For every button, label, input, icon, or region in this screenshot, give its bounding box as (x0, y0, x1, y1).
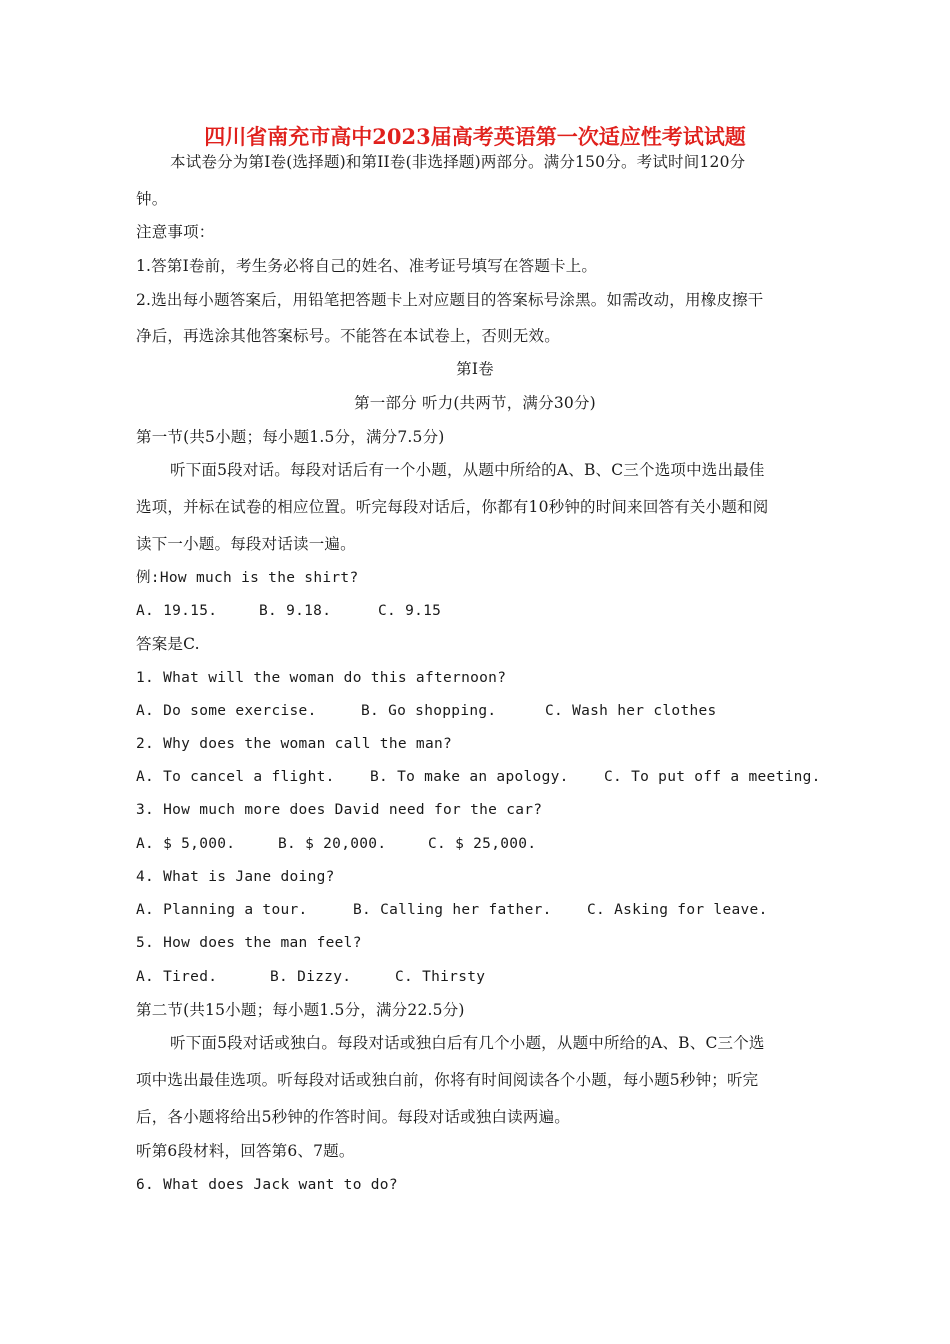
question-1: 1. What will the woman do this afternoon? (136, 670, 507, 686)
question-6: 6. What does Jack want to do? (136, 1177, 398, 1193)
notice-item-1: 1.答第Ⅰ卷前，考生务必将自己的姓名、准考证号填写在答题卡上。 (136, 257, 598, 275)
question-5: 5. How does the man feel? (136, 935, 362, 951)
question-1-option-a: A. Do some exercise. (136, 703, 317, 719)
section-2-heading: 第二节(共15小题；每小题1.5分，满分22.5分) (136, 1001, 465, 1019)
question-4-option-a: A. Planning a tour. (136, 902, 308, 918)
question-5-option-b: B. Dizzy. (270, 969, 352, 985)
question-1-option-b: B. Go shopping. (361, 703, 497, 719)
part-heading: 第一部分 听力(共两节，满分30分) (354, 394, 596, 412)
intro-line-2: 钟。 (136, 190, 168, 208)
material-6-intro: 听第6段材料，回答第6、7题。 (136, 1142, 355, 1160)
question-4-option-b: B. Calling her father. (353, 902, 552, 918)
example-option-b: B. 9.18. (259, 603, 332, 619)
document-title: 四川省南充市高中2023届高考英语第一次适应性考试试题 (204, 124, 746, 149)
section-1-heading: 第一节(共5小题；每小题1.5分，满分7.5分) (136, 428, 445, 446)
question-3: 3. How much more does David need for the car? (136, 802, 543, 818)
question-3-option-c: C. $ 25,000. (428, 836, 537, 852)
question-1-option-c: C. Wash her clothes (545, 703, 717, 719)
section-1-instructions-line-1: 听下面5段对话。每段对话后有一个小题，从题中所给的A、B、C三个选项中选出最佳 (170, 461, 765, 479)
question-2-option-a: A. To cancel a flight. (136, 769, 335, 785)
notice-item-2-line-2: 净后，再选涂其他答案标号。不能答在本试卷上，否则无效。 (136, 327, 560, 345)
volume-heading: 第Ⅰ卷 (456, 360, 494, 378)
notice-item-2-line-1: 2.选出每小题答案后，用铅笔把答题卡上对应题目的答案标号涂黑。如需改动，用橡皮擦干 (136, 291, 764, 309)
example-question: 例:How much is the shirt? (136, 570, 359, 586)
section-2-instructions-line-1: 听下面5段对话或独白。每段对话或独白后有几个小题，从题中所给的A、B、C三个选 (170, 1034, 765, 1052)
example-option-a: A. 19.15. (136, 603, 218, 619)
question-2-option-b: B. To make an apology. (370, 769, 569, 785)
question-5-option-a: A. Tired. (136, 969, 218, 985)
question-4: 4. What is Jane doing? (136, 869, 335, 885)
question-5-option-c: C. Thirsty (395, 969, 486, 985)
notice-heading: 注意事项： (136, 223, 215, 241)
section-2-instructions-line-3: 后，各小题将给出5秒钟的作答时间。每段对话或独白读两遍。 (136, 1108, 570, 1126)
example-option-c: C. 9.15 (378, 603, 442, 619)
question-3-option-a: A. $ 5,000. (136, 836, 236, 852)
intro-line-1: 本试卷分为第Ⅰ卷(选择题)和第II卷(非选择题)两部分。满分150分。考试时间120分 (170, 153, 746, 171)
example-answer: 答案是C. (136, 635, 200, 653)
question-2: 2. Why does the woman call the man? (136, 736, 453, 752)
question-2-option-c: C. To put off a meeting. (604, 769, 821, 785)
section-1-instructions-line-3: 读下一小题。每段对话读一遍。 (136, 535, 356, 553)
question-4-option-c: C. Asking for leave. (587, 902, 768, 918)
section-2-instructions-line-2: 项中选出最佳选项。听每段对话或独白前，你将有时间阅读各个小题，每小题5秒钟；听完 (136, 1071, 759, 1089)
question-3-option-b: B. $ 20,000. (278, 836, 387, 852)
section-1-instructions-line-2: 选项，并标在试卷的相应位置。听完每段对话后，你都有10秒钟的时间来回答有关小题和阅 (136, 498, 769, 516)
